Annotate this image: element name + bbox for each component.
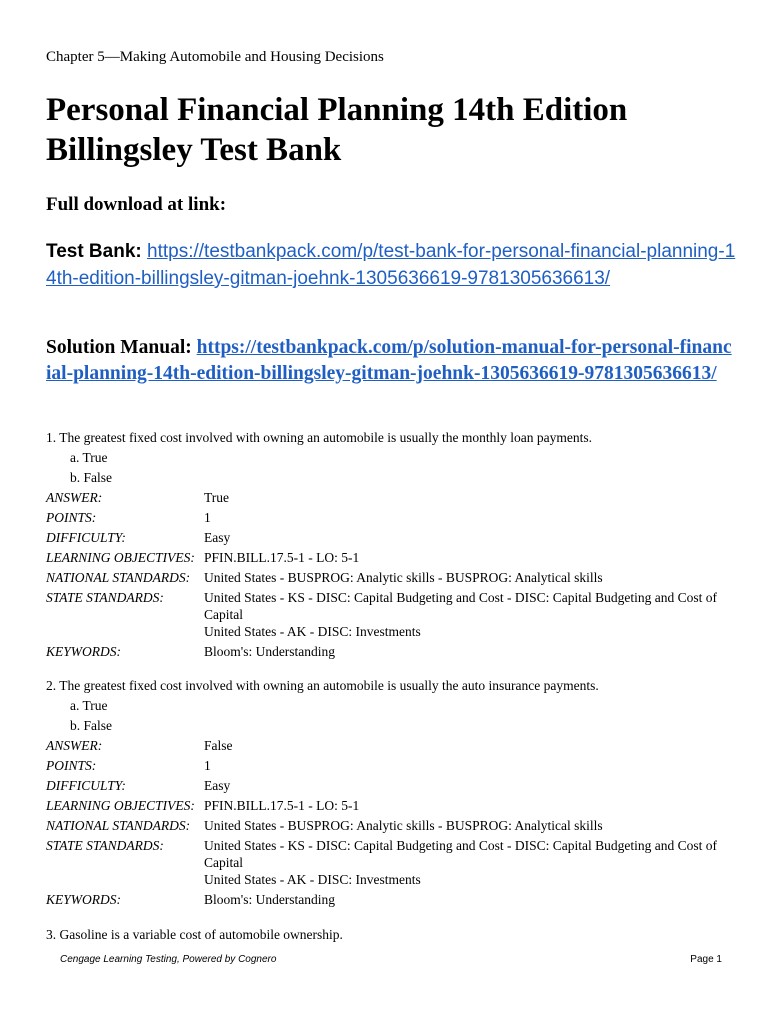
question-meta-table — [46, 489, 724, 663]
meta-label: LEARNING OBJECTIVES: — [46, 798, 195, 813]
option-a: a. True — [70, 450, 108, 465]
state-standard-2: United States - AK - DISC: Investments — [204, 624, 421, 639]
question-meta-table — [46, 737, 724, 911]
question-text: 2. The greatest fixed cost involved with owning an automobile is usually the auto insurance payments. — [46, 678, 599, 693]
test-bank-link-block — [46, 238, 736, 292]
question-text: 1. The greatest fixed cost involved with owning an automobile is usually the monthly loan payments. — [46, 430, 593, 445]
meta-label: ANSWER: — [46, 738, 103, 753]
document-title: Personal Financial Planning 14th Edition Billingsley Test Bank — [46, 92, 628, 168]
answer-value: False — [204, 738, 233, 753]
objectives-value: PFIN.BILL.17.5-1 - LO: 5-1 — [204, 550, 360, 565]
meta-row-national — [46, 569, 724, 589]
option-b: b. False — [70, 470, 112, 485]
meta-row-state — [46, 589, 724, 643]
meta-label: KEYWORDS: — [46, 892, 121, 907]
state-standards-value — [204, 837, 724, 891]
meta-row-objectives — [46, 797, 724, 817]
state-standard-1: United States - KS - DISC: Capital Budgeting and Cost - DISC: Capital Budgeting and Cost of Capital — [204, 838, 717, 870]
meta-row-points — [46, 509, 724, 529]
points-value: 1 — [204, 758, 211, 773]
meta-label: LEARNING OBJECTIVES: — [46, 550, 195, 565]
meta-label: STATE STANDARDS: — [46, 838, 164, 853]
meta-label: NATIONAL STANDARDS: — [46, 570, 191, 585]
meta-label: NATIONAL STANDARDS: — [46, 818, 191, 833]
objectives-value: PFIN.BILL.17.5-1 - LO: 5-1 — [204, 798, 360, 813]
download-heading: Full download at link: — [46, 194, 227, 215]
national-standards-value: United States - BUSPROG: Analytic skills - BUSPROG: Analytical skills — [204, 818, 603, 833]
page-number: Page 1 — [690, 954, 722, 965]
points-value: 1 — [204, 510, 211, 525]
meta-label: POINTS: — [46, 758, 97, 773]
meta-row-keywords — [46, 643, 724, 663]
meta-row-difficulty — [46, 529, 724, 549]
meta-row-national — [46, 817, 724, 837]
question-3 — [46, 925, 736, 945]
question-text: 3. Gasoline is a variable cost of automobile ownership. — [46, 927, 343, 942]
state-standards-value — [204, 589, 724, 643]
meta-row-difficulty — [46, 777, 724, 797]
national-standards-value: United States - BUSPROG: Analytic skills - BUSPROG: Analytical skills — [204, 570, 603, 585]
meta-label: POINTS: — [46, 510, 97, 525]
meta-row-state — [46, 837, 724, 891]
footer-credit: Cengage Learning Testing, Powered by Cognero — [60, 954, 277, 965]
meta-label: KEYWORDS: — [46, 644, 121, 659]
option-a: a. True — [70, 698, 108, 713]
meta-row-objectives — [46, 549, 724, 569]
solution-manual-link[interactable]: https://testbankpack.com/p/solution-manual-for-personal-financial-planning-14th-edition-billingsley-gitman-joehnk-1305636619-9781305636613/ — [46, 337, 732, 384]
solution-manual-label: Solution Manual: — [46, 337, 192, 358]
solution-manual-link-block — [46, 335, 736, 387]
meta-label: ANSWER: — [46, 490, 103, 505]
state-standard-1: United States - KS - DISC: Capital Budgeting and Cost - DISC: Capital Budgeting and Cost of Capital — [204, 590, 717, 622]
keywords-value: Bloom's: Understanding — [204, 644, 336, 659]
meta-row-answer — [46, 489, 724, 509]
meta-row-points — [46, 757, 724, 777]
meta-row-keywords — [46, 891, 724, 911]
test-bank-link[interactable]: https://testbankpack.com/p/test-bank-for-personal-financial-planning-14th-edition-billingsley-gitman-joehnk-1305636619-9781305636613/ — [46, 241, 736, 289]
meta-label: DIFFICULTY: — [46, 778, 126, 793]
meta-label: DIFFICULTY: — [46, 530, 126, 545]
answer-value: True — [204, 490, 230, 505]
question-1 — [46, 428, 736, 663]
keywords-value: Bloom's: Understanding — [204, 892, 336, 907]
chapter-header: Chapter 5—Making Automobile and Housing Decisions — [46, 49, 384, 65]
meta-row-answer — [46, 737, 724, 757]
test-bank-label: Test Bank: — [46, 241, 142, 262]
state-standard-2: United States - AK - DISC: Investments — [204, 872, 421, 887]
difficulty-value: Easy — [204, 778, 231, 793]
option-b: b. False — [70, 718, 112, 733]
meta-label: STATE STANDARDS: — [46, 590, 164, 605]
question-2 — [46, 676, 736, 911]
difficulty-value: Easy — [204, 530, 231, 545]
